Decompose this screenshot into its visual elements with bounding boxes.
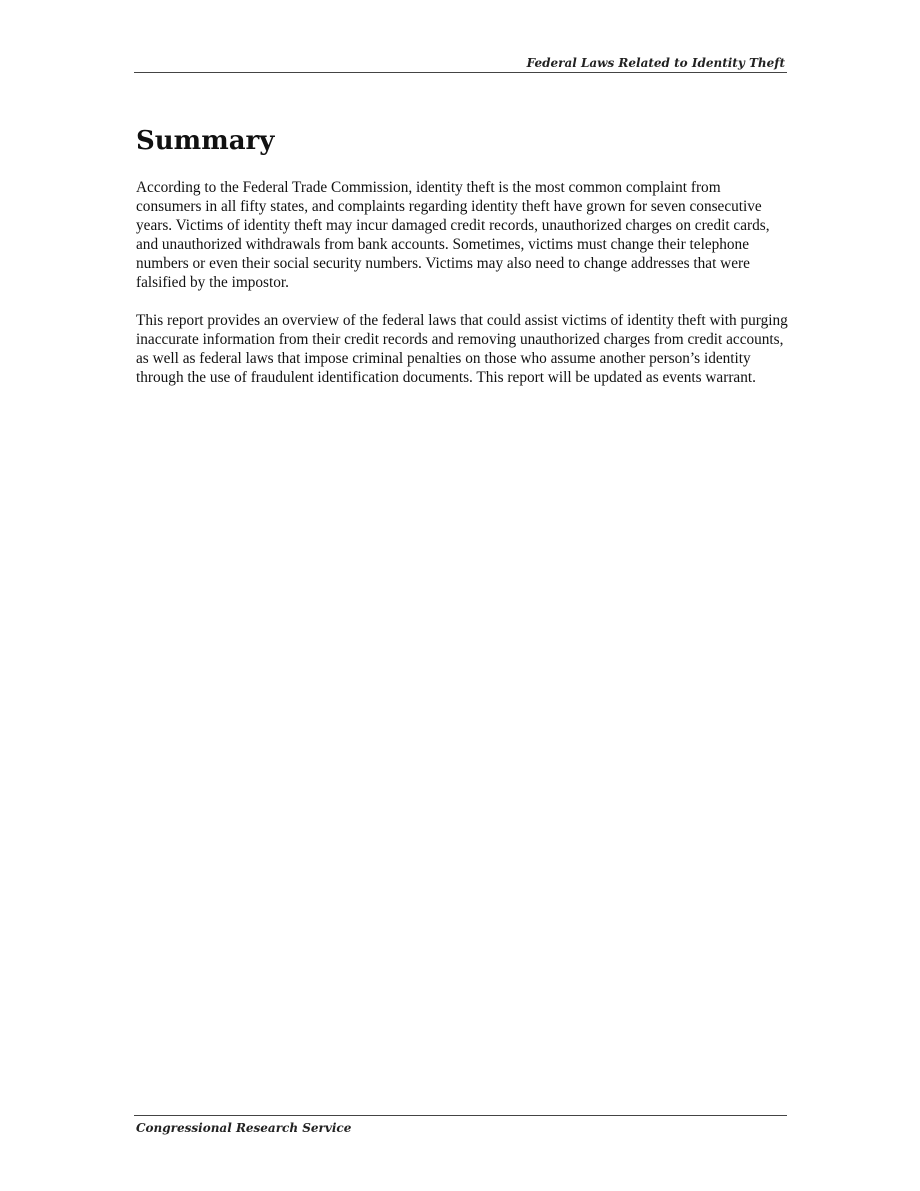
page-title: Summary	[136, 126, 275, 156]
running-header-title: Federal Laws Related to Identity Theft	[526, 56, 785, 70]
summary-paragraph-1: According to the Federal Trade Commission, identity theft is the most common complaint from consumers in all fifty states, and complaints regarding identity theft have grown for seven consecutive years. Victims of identity theft may incur damaged credit records, unauthorized charges on credit cards, and unauthorized withdrawals from bank accounts. Sometimes, victims must change their telephone numbers or even their social security numbers. Victims may also need to change addresses that were falsified by the impostor.	[136, 179, 770, 291]
footer-organization: Congressional Research Service	[136, 1121, 352, 1135]
running-footer	[134, 1115, 787, 1135]
summary-paragraph-2: This report provides an overview of the federal laws that could assist victims of identity theft with purging inaccurate information from their credit records and removing unauthorized charges from credit accounts, as well as federal laws that impose criminal penalties on those who assume another person’s identity through the use of fraudulent identification documents. This report will be updated as events warrant.	[136, 312, 788, 386]
page-content	[136, 124, 788, 406]
running-header	[134, 56, 787, 73]
